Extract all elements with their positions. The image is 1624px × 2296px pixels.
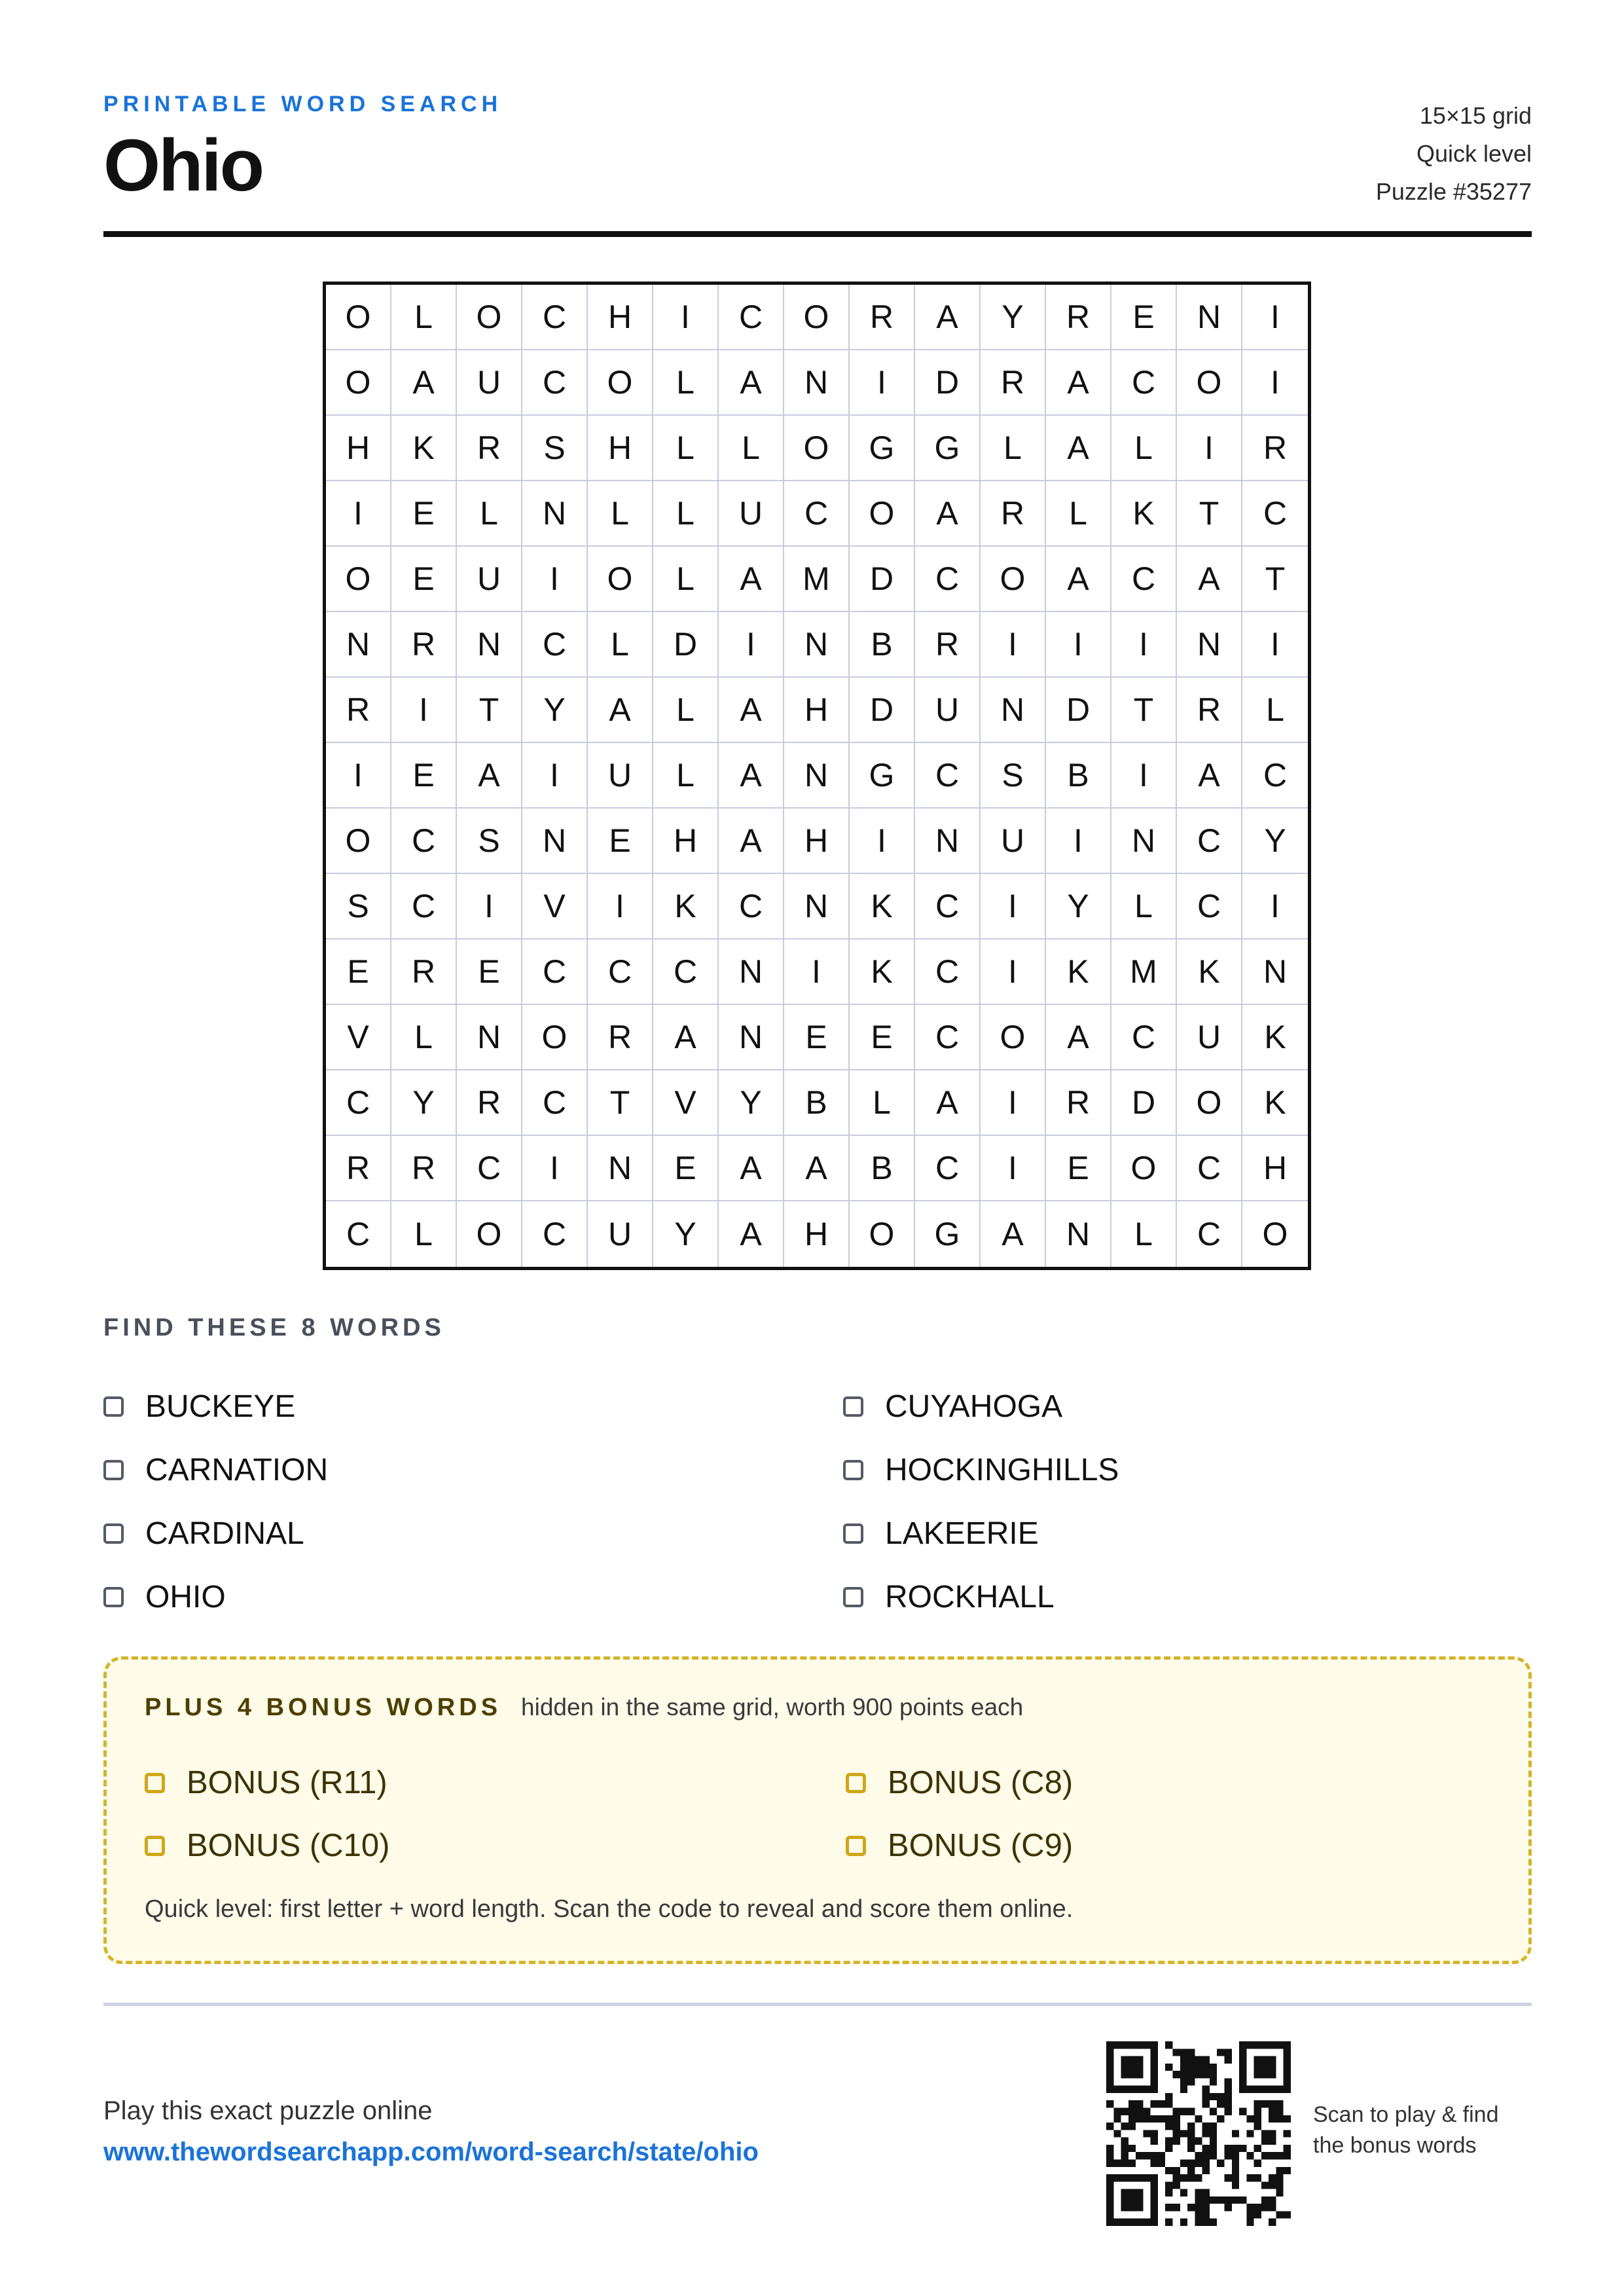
grid-cell[interactable]: N [784, 612, 850, 678]
bonus-word-item[interactable] [145, 1814, 846, 1877]
word-list-item[interactable] [843, 1565, 1532, 1629]
grid-cell[interactable]: O [457, 285, 522, 350]
footer-divider [103, 2003, 1532, 2006]
grid-cell[interactable]: C [915, 547, 981, 612]
grid-cell[interactable]: E [784, 1005, 850, 1070]
grid-cell[interactable]: R [391, 1136, 457, 1201]
grid-cell[interactable]: A [915, 285, 981, 350]
grid-cell[interactable]: C [1111, 547, 1177, 612]
word-list-item[interactable] [103, 1565, 843, 1629]
grid-cell[interactable]: C [522, 285, 588, 350]
grid-cell[interactable]: I [1111, 743, 1177, 809]
grid-cell[interactable]: C [719, 285, 784, 350]
grid-cell[interactable]: N [981, 678, 1046, 743]
bonus-word-item[interactable] [145, 1751, 846, 1814]
grid-cell[interactable]: C [915, 1136, 981, 1201]
puzzle-number-label: Puzzle #35277 [1375, 178, 1532, 205]
grid-cell[interactable]: K [1242, 1070, 1308, 1136]
grid-cell[interactable]: I [981, 1070, 1046, 1136]
grid-cell[interactable]: U [915, 678, 981, 743]
grid-cell[interactable]: C [391, 809, 457, 874]
grid-cell[interactable]: R [850, 285, 915, 350]
letter-grid[interactable] [323, 282, 1311, 1270]
grid-cell[interactable]: C [1177, 809, 1242, 874]
grid-cell[interactable]: E [1046, 1136, 1111, 1201]
grid-cell[interactable]: I [1242, 612, 1308, 678]
grid-cell[interactable]: I [1046, 809, 1111, 874]
grid-cell[interactable]: L [981, 416, 1046, 481]
grid-cell[interactable]: S [522, 416, 588, 481]
grid-cell[interactable]: A [653, 1005, 719, 1070]
word-list [103, 1375, 1532, 1629]
grid-cell[interactable]: O [981, 547, 1046, 612]
checkbox-icon[interactable] [103, 1587, 124, 1607]
grid-cell[interactable]: I [981, 874, 1046, 939]
grid-cell[interactable]: Y [1242, 809, 1308, 874]
level-label: Quick level [1416, 140, 1532, 167]
grid-cell[interactable]: N [1177, 285, 1242, 350]
grid-cell[interactable]: I [981, 939, 1046, 1005]
word-list-item[interactable] [103, 1502, 843, 1565]
grid-cell[interactable]: O [1262, 1216, 1288, 1252]
grid-cell[interactable]: R [391, 612, 457, 678]
grid-cell[interactable]: L [850, 1070, 915, 1136]
grid-cell[interactable]: R [1046, 1070, 1111, 1136]
qr-caption [1313, 2100, 1529, 2161]
grid-cell[interactable]: U [588, 743, 653, 809]
grid-cell[interactable]: N [1046, 1201, 1111, 1267]
grid-cell[interactable]: D [1046, 678, 1111, 743]
grid-cell[interactable]: U [1177, 1005, 1242, 1070]
grid-cell[interactable]: S [457, 809, 522, 874]
grid-cell[interactable]: O [850, 481, 915, 547]
grid-cell[interactable]: E [391, 481, 457, 547]
bonus-panel [103, 1656, 1532, 1964]
grid-cell[interactable]: N [522, 481, 588, 547]
grid-cell[interactable]: T [1111, 678, 1177, 743]
grid-cell[interactable]: A [391, 350, 457, 416]
grid-cell[interactable]: I [522, 1136, 588, 1201]
grid-cell[interactable]: E [326, 939, 391, 1005]
bonus-note: Quick level: first letter + word length. Scan the code to reveal and score them online. [145, 1895, 1074, 1923]
grid-cell[interactable]: N [784, 743, 850, 809]
kicker-label: PRINTABLE WORD SEARCH [103, 92, 503, 117]
grid-cell[interactable]: I [326, 481, 391, 547]
grid-cell[interactable]: C [784, 481, 850, 547]
grid-cell[interactable]: T [1242, 547, 1308, 612]
bonus-word-item[interactable] [846, 1814, 1493, 1877]
grid-cell[interactable]: H [326, 416, 391, 481]
grid-cell[interactable]: C [915, 1005, 981, 1070]
grid-cell[interactable]: L [391, 285, 457, 350]
grid-cell[interactable]: N [1177, 612, 1242, 678]
grid-cell[interactable]: L [588, 612, 653, 678]
grid-cell[interactable]: K [1242, 1005, 1308, 1070]
grid-cell[interactable]: L [1111, 416, 1177, 481]
grid-cell[interactable]: Y [1046, 874, 1111, 939]
grid-cell[interactable]: I [391, 678, 457, 743]
grid-cell[interactable]: L [653, 547, 719, 612]
grid-cell[interactable]: Y [719, 1070, 784, 1136]
play-online-label: Play this exact puzzle online [103, 2096, 433, 2125]
grid-cell[interactable]: R [1177, 678, 1242, 743]
grid-cell[interactable]: H [784, 1201, 850, 1267]
grid-cell[interactable]: K [850, 939, 915, 1005]
grid-cell[interactable]: O [326, 547, 391, 612]
grid-cell[interactable]: R [981, 350, 1046, 416]
grid-cell[interactable]: A [719, 1201, 784, 1267]
grid-cell[interactable]: E [588, 809, 653, 874]
grid-cell[interactable]: C [522, 612, 588, 678]
grid-cell[interactable]: O [588, 350, 653, 416]
grid-cell[interactable]: L [653, 350, 719, 416]
grid-cell[interactable]: O [326, 809, 391, 874]
grid-cell[interactable]: C [1111, 1005, 1177, 1070]
grid-cell[interactable]: N [784, 350, 850, 416]
grid-cell[interactable]: K [391, 416, 457, 481]
grid-cell[interactable]: L [1046, 481, 1111, 547]
grid-cell[interactable]: H [588, 285, 653, 350]
bonus-word-label: BONUS (C8) [888, 1765, 1074, 1800]
grid-cell[interactable]: A [981, 1201, 1046, 1267]
word-list-item[interactable] [103, 1375, 843, 1438]
grid-cell[interactable]: A [719, 678, 784, 743]
grid-cell[interactable]: A [588, 678, 653, 743]
grid-cell[interactable]: O [784, 416, 850, 481]
grid-cell[interactable]: C [522, 1201, 588, 1267]
bonus-word-list [145, 1751, 1493, 1877]
grid-cell[interactable]: D [850, 547, 915, 612]
grid-cell[interactable]: A [1046, 416, 1111, 481]
grid-cell[interactable]: N [457, 1005, 522, 1070]
grid-cell[interactable]: N [915, 809, 981, 874]
grid-cell[interactable]: I [588, 874, 653, 939]
grid-cell[interactable]: U [457, 547, 522, 612]
grid-cell[interactable]: C [1177, 1201, 1242, 1267]
grid-cell[interactable]: A [457, 743, 522, 809]
grid-cell[interactable]: V [653, 1070, 719, 1136]
grid-cell[interactable]: O [1177, 350, 1242, 416]
grid-cell[interactable]: I [784, 939, 850, 1005]
grid-cell[interactable]: D [653, 612, 719, 678]
grid-cell[interactable]: B [784, 1070, 850, 1136]
grid-cell[interactable]: E [457, 939, 522, 1005]
grid-cell[interactable]: C [457, 1136, 522, 1201]
grid-cell[interactable]: E [391, 547, 457, 612]
grid-cell[interactable]: I [653, 285, 719, 350]
grid-cell[interactable]: O [981, 1005, 1046, 1070]
grid-cell[interactable]: C [915, 743, 981, 809]
grid-cell[interactable]: A [915, 1070, 981, 1136]
grid-cell[interactable]: I [457, 874, 522, 939]
page-header [103, 92, 1532, 237]
grid-cell[interactable]: O [326, 285, 391, 350]
grid-cell[interactable]: A [719, 350, 784, 416]
grid-cell[interactable]: L [653, 416, 719, 481]
bonus-word-item[interactable] [846, 1751, 1493, 1814]
grid-cell[interactable]: O [326, 350, 391, 416]
grid-cell[interactable]: S [326, 874, 391, 939]
grid-cell[interactable]: C [522, 350, 588, 416]
word-label: ROCKHALL [885, 1580, 1055, 1614]
bonus-subtitle: hidden in the same grid, worth 900 points each [521, 1694, 1024, 1721]
checkbox-icon[interactable] [843, 1396, 863, 1417]
grid-cell[interactable]: I [326, 743, 391, 809]
grid-cell[interactable]: U [588, 1201, 653, 1267]
grid-cell[interactable]: C [1111, 350, 1177, 416]
grid-cell[interactable]: B [1046, 743, 1111, 809]
bonus-word-label: BONUS (C10) [187, 1828, 390, 1863]
word-label: CARNATION [145, 1453, 329, 1487]
grid-cell[interactable]: A [1046, 350, 1111, 416]
grid-cell[interactable]: K [1046, 939, 1111, 1005]
grid-cell[interactable]: I [981, 1136, 1046, 1201]
checkbox-icon[interactable] [843, 1523, 863, 1544]
grid-cell[interactable]: H [784, 809, 850, 874]
qr-code-icon[interactable] [1106, 2041, 1291, 2226]
grid-cell[interactable]: C [588, 939, 653, 1005]
grid-cell[interactable]: O [522, 1005, 588, 1070]
grid-cell[interactable]: U [981, 809, 1046, 874]
find-words-heading: FIND THESE 8 WORDS [103, 1314, 445, 1341]
grid-cell[interactable]: R [588, 1005, 653, 1070]
grid-cell[interactable]: K [850, 874, 915, 939]
grid-cell[interactable]: A [1177, 547, 1242, 612]
grid-cell[interactable]: L [457, 481, 522, 547]
grid-cell[interactable]: C [915, 874, 981, 939]
grid-cell[interactable]: R [981, 481, 1046, 547]
grid-cell[interactable]: N [326, 612, 391, 678]
grid-cell[interactable]: G [915, 1201, 981, 1267]
grid-cell[interactable]: I [1111, 612, 1177, 678]
grid-cell[interactable]: U [457, 350, 522, 416]
grid-cell[interactable]: L [653, 678, 719, 743]
grid-cell[interactable]: H [588, 416, 653, 481]
word-label: CUYAHOGA [885, 1389, 1063, 1424]
grid-cell[interactable]: R [326, 1136, 391, 1201]
checkbox-icon[interactable] [843, 1587, 863, 1607]
grid-cell[interactable]: E [850, 1005, 915, 1070]
grid-cell[interactable]: I [1046, 612, 1111, 678]
checkbox-icon[interactable] [145, 1836, 165, 1856]
grid-cell[interactable]: R [1046, 285, 1111, 350]
grid-cell[interactable]: U [719, 481, 784, 547]
grid-cell[interactable]: L [653, 743, 719, 809]
grid-cell[interactable]: Y [522, 678, 588, 743]
qr-caption-line-2: the bonus words [1313, 2133, 1477, 2158]
grid-cell[interactable]: R [457, 416, 522, 481]
grid-cell[interactable]: E [1111, 285, 1177, 350]
checkbox-icon[interactable] [103, 1460, 124, 1480]
grid-cell[interactable]: Y [981, 285, 1046, 350]
grid-cell[interactable]: L [1242, 678, 1308, 743]
grid-cell[interactable]: T [588, 1070, 653, 1136]
grid-cell[interactable]: C [653, 939, 719, 1005]
grid-cell[interactable]: N [719, 939, 784, 1005]
word-list-item[interactable] [843, 1502, 1532, 1565]
grid-cell[interactable]: L [1111, 874, 1177, 939]
grid-cell[interactable]: B [850, 1136, 915, 1201]
grid-cell[interactable]: V [522, 874, 588, 939]
grid-cell[interactable]: N [784, 874, 850, 939]
grid-cell[interactable]: G [850, 416, 915, 481]
grid-cell[interactable]: E [653, 1136, 719, 1201]
grid-cell[interactable]: Y [391, 1070, 457, 1136]
grid-cell[interactable]: O [1111, 1136, 1177, 1201]
grid-cell[interactable]: I [850, 809, 915, 874]
grid-cell[interactable]: C [915, 939, 981, 1005]
grid-cell[interactable]: M [1111, 939, 1177, 1005]
puzzle-meta [1376, 97, 1532, 211]
grid-cell[interactable]: L [653, 481, 719, 547]
grid-cell[interactable]: L [1111, 1201, 1177, 1267]
grid-cell[interactable]: L [719, 416, 784, 481]
grid-cell[interactable]: N [457, 612, 522, 678]
word-label: OHIO [145, 1580, 226, 1614]
grid-cell[interactable]: D [1111, 1070, 1177, 1136]
grid-cell[interactable]: K [1177, 939, 1242, 1005]
bonus-header [145, 1694, 1023, 1722]
grid-cell[interactable]: I [1242, 350, 1308, 416]
grid-cell[interactable]: O [850, 1201, 915, 1267]
grid-cell[interactable]: V [326, 1005, 391, 1070]
grid-cell[interactable]: N [719, 1005, 784, 1070]
word-list-item[interactable] [103, 1438, 843, 1502]
grid-cell[interactable]: C [1242, 743, 1308, 809]
grid-cell[interactable]: H [653, 809, 719, 874]
grid-cell[interactable]: R [326, 678, 391, 743]
grid-cell[interactable]: D [915, 350, 981, 416]
checkbox-icon[interactable] [846, 1773, 866, 1793]
grid-cell[interactable]: I [522, 547, 588, 612]
grid-cell[interactable]: O [588, 547, 653, 612]
grid-size-label: 15×15 grid [1419, 102, 1532, 129]
grid-cell[interactable]: O [784, 285, 850, 350]
bonus-title: PLUS 4 BONUS WORDS [145, 1694, 502, 1721]
puzzle-url-link[interactable]: www.thewordsearchapp.com/word-search/state/ohio [103, 2138, 759, 2166]
grid-cell[interactable]: L [391, 1005, 457, 1070]
grid-cell[interactable]: T [457, 678, 522, 743]
grid-cell[interactable]: A [1177, 743, 1242, 809]
grid-cell[interactable]: H [784, 678, 850, 743]
grid-cell[interactable]: N [1111, 809, 1177, 874]
grid-cell[interactable]: C [1177, 874, 1242, 939]
word-label: BUCKEYE [145, 1389, 296, 1424]
word-list-item[interactable] [843, 1438, 1532, 1502]
grid-cell[interactable]: R [1242, 416, 1308, 481]
word-label: HOCKINGHILLS [885, 1453, 1119, 1487]
qr-caption-line-1: Scan to play & find [1313, 2102, 1499, 2127]
grid-cell[interactable]: I [850, 350, 915, 416]
bonus-word-label: BONUS (C9) [888, 1828, 1074, 1863]
grid-cell[interactable]: N [522, 809, 588, 874]
grid-cell[interactable]: T [1177, 481, 1242, 547]
grid-cell[interactable]: I [1242, 285, 1308, 350]
grid-cell[interactable]: H [1242, 1136, 1308, 1201]
grid-cell[interactable]: A [784, 1136, 850, 1201]
grid-cell[interactable]: R [391, 939, 457, 1005]
grid-cell[interactable]: I [1177, 416, 1242, 481]
grid-cell[interactable]: A [719, 1136, 784, 1201]
grid-cell[interactable]: C [326, 1070, 391, 1136]
grid-cell[interactable]: K [653, 874, 719, 939]
grid-cell[interactable]: E [391, 743, 457, 809]
grid-cell[interactable]: A [1046, 547, 1111, 612]
grid-cell[interactable]: A [719, 547, 784, 612]
grid-cell[interactable]: C [1242, 481, 1308, 547]
grid-cell[interactable]: Y [653, 1201, 719, 1267]
grid-cell[interactable]: A [915, 481, 981, 547]
checkbox-icon[interactable] [103, 1396, 124, 1417]
grid-cell[interactable]: M [784, 547, 850, 612]
word-list-item[interactable] [843, 1375, 1532, 1438]
checkbox-icon[interactable] [145, 1773, 165, 1793]
grid-cell[interactable]: I [522, 743, 588, 809]
grid-cell[interactable]: I [719, 612, 784, 678]
grid-cell[interactable]: K [1111, 481, 1177, 547]
grid-cell[interactable]: L [391, 1201, 457, 1267]
grid-cell[interactable]: B [850, 612, 915, 678]
grid-cell[interactable]: N [588, 1136, 653, 1201]
grid-cell[interactable]: C [326, 1201, 391, 1267]
grid-cell[interactable]: R [915, 612, 981, 678]
grid-cell[interactable]: I [981, 612, 1046, 678]
grid-cell[interactable]: O [457, 1201, 522, 1267]
grid-cell[interactable]: C [719, 874, 784, 939]
grid-cell[interactable]: L [588, 481, 653, 547]
grid-cell[interactable]: N [1242, 939, 1308, 1005]
grid-cell[interactable]: C [522, 939, 588, 1005]
word-label: LAKEERIE [885, 1516, 1039, 1551]
grid-cell[interactable]: I [1242, 874, 1308, 939]
grid-cell[interactable]: D [850, 678, 915, 743]
grid-cell[interactable]: A [719, 809, 784, 874]
grid-cell[interactable]: C [522, 1070, 588, 1136]
grid-cell[interactable]: O [1177, 1070, 1242, 1136]
checkbox-icon[interactable] [843, 1460, 863, 1480]
grid-cell[interactable]: S [981, 743, 1046, 809]
grid-cell[interactable]: C [391, 874, 457, 939]
checkbox-icon[interactable] [846, 1836, 866, 1856]
bonus-word-label: BONUS (R11) [187, 1765, 388, 1800]
grid-cell[interactable]: G [850, 743, 915, 809]
grid-cell[interactable]: C [1177, 1136, 1242, 1201]
grid-cell[interactable]: R [457, 1070, 522, 1136]
grid-cell[interactable]: A [719, 743, 784, 809]
checkbox-icon[interactable] [103, 1523, 124, 1544]
word-label: CARDINAL [145, 1516, 304, 1551]
page-title: Ohio [103, 124, 263, 206]
grid-cell[interactable]: G [915, 416, 981, 481]
grid-cell[interactable]: A [1046, 1005, 1111, 1070]
